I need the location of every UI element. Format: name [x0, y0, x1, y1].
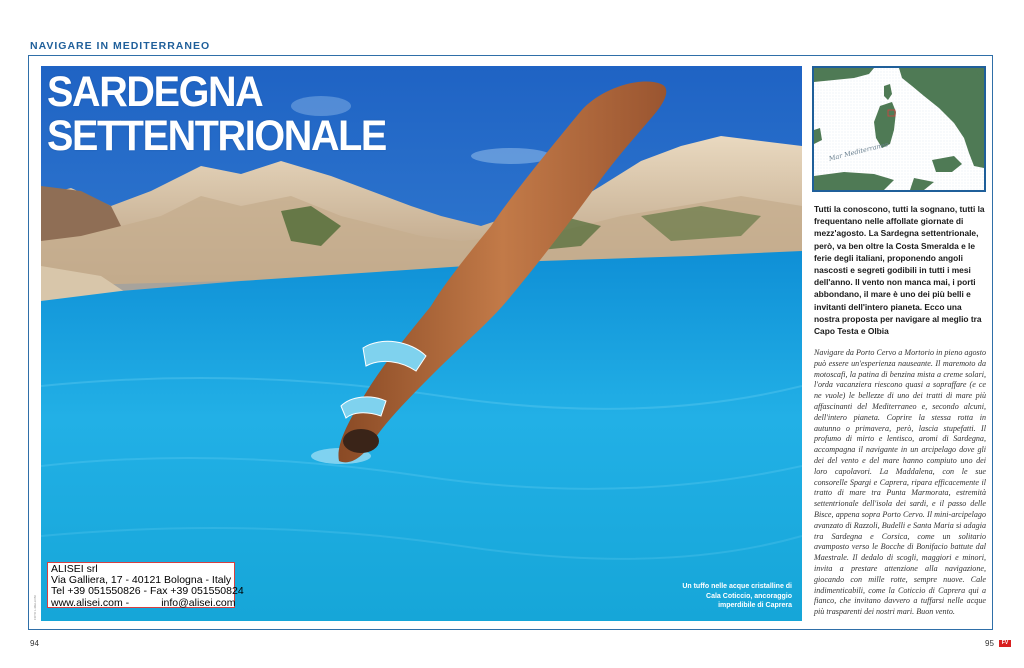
- photo-caption: Un tuffo nelle acque cristalline di Cala Coticcio, ancoraggio imperdibile di Caprera: [682, 583, 792, 609]
- magazine-logo: FV: [999, 640, 1011, 647]
- contact-box: [47, 562, 244, 609]
- contact-company: ALISEI srl: [51, 563, 98, 575]
- sardinia-map-illustration: [814, 68, 984, 190]
- body-paragraph: Navigare da Porto Cervo a Mortorio in pieno agosto può essere un'esperienza nauseante. Il maremoto da motoscafi, la patina di benzina mista a creme solari, l'orda vacanziera riescono quasi a sopraffare (e ce ne vuole) le bellezze di uno dei tratti di mare più affascinanti del Mediterraneo e, secondo alcuni, dell'intero pianeta. Coprire la stessa rotta in autunno o primavera, però, lascia stupefatti. Il profumo di mirto e lentisco, aromi di Sardegna, accompagna il navigante in un arcipelago dove gli dei del vento e del mare hanno compiuto uno dei loro capolavori. La Maddalena, con le sue consorelle Spargi e Caprera, ripara efficacemente il tratto di mare tra Punta Marmorata, estremità settentrionale dell'isola dei sardi, e il passo delle Bisce, appena sopra Porto Cervo. Il mini-arcipelago avanzato di Razzoli, Budelli e Santa Maria si adagia tra Sardegna e Corsica, come un solitario avamposto verso le Bocche di Bonifacio battute dal Maestrale. Il dedalo di scogli, maggiori e minori, invita a prestare attenzione alla navigazione, giocando con mille rotte, sempre nuove. Cale indimenticabili, come la Coticcio di Caprera qui a fianco, che invitano davvero a tuffarsi nelle acque più trasparenti dei nostri mari. Buon vento.: [814, 348, 986, 617]
- page-title: [47, 70, 386, 158]
- title-line-2: SETTENTRIONALE: [47, 112, 386, 160]
- photo-credit: FOTO L.MELLONI: [33, 595, 37, 620]
- contact-email-link[interactable]: info@alisei.com: [161, 596, 236, 609]
- title-line-1: SARDEGNA: [47, 68, 263, 116]
- intro-paragraph: Tutti la conoscono, tutti la sognano, tutti la frequentano nelle affollate giornate di mezz'agosto. La Sardegna settentrionale, però, va ben oltre la Costa Smeralda e le ferie degli italiani, proponendo angoli nascosti e segreti godibili in tutti i mesi dell'anno. Il vento non manca mai, i porti abbondano, il mare è uno dei più belli e invitanti dell'intero pianeta. Ecco una nostra proposta per navigare al meglio tra Capo Testa e Olbia: [814, 204, 985, 337]
- contact-address: Via Galliera, 17 - 40121 Bologna - Italy: [51, 574, 232, 587]
- location-map: [812, 66, 986, 192]
- contact-website-link[interactable]: www.alisei.com -: [51, 596, 130, 609]
- page-number-left: 94: [30, 639, 39, 648]
- section-label: NAVIGARE IN MEDITERRANEO: [30, 40, 211, 52]
- map-label-sea: Mar Mediterraneo: [828, 140, 890, 163]
- contact-phone: Tel +39 051550826 - Fax +39 051550824: [51, 585, 244, 598]
- page-number-right: 95: [985, 639, 994, 648]
